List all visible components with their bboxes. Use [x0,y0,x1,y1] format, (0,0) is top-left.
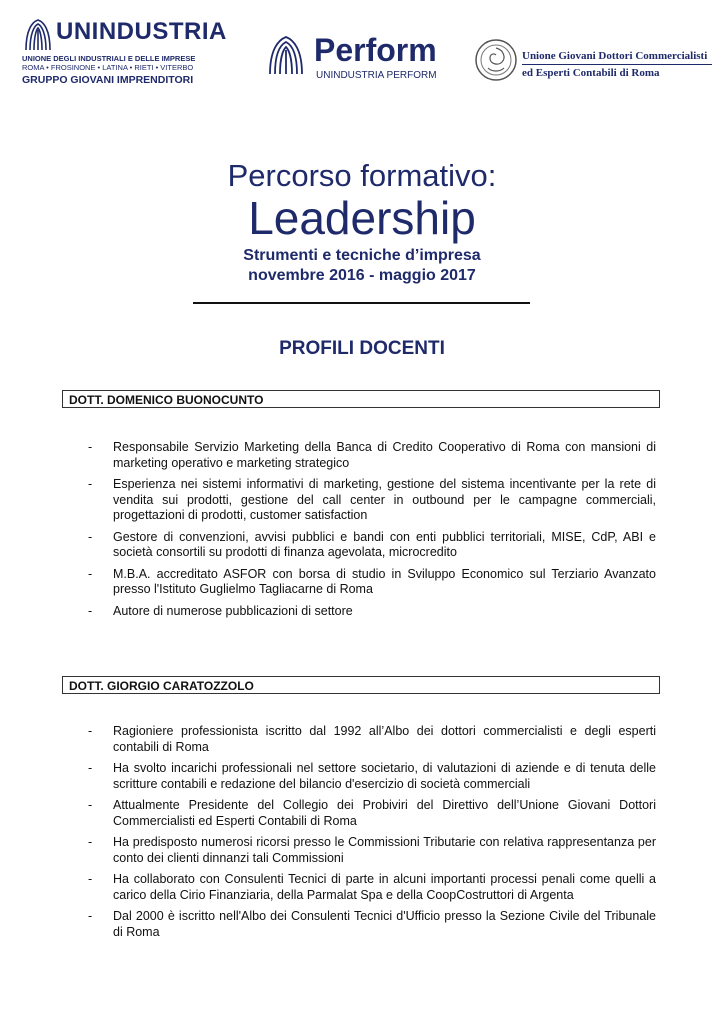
list-item [88,440,656,471]
bullet-dash: - [88,440,93,454]
list-item [88,724,656,755]
list-item-text: Ha predisposto numerosi ricorsi presso le Commissioni Tributarie con relativa rappresentanza per conto dei clienti dinnanzi tali Commissioni [113,835,656,865]
docente-name-box-1: DOTT. DOMENICO BUONOCUNTO [62,390,660,408]
bullet-dash: - [88,477,93,491]
bullet-dash: - [88,872,93,886]
list-item-text: Gestore di convenzioni, avvisi pubblici e bandi con enti pubblici territoriali, MISE, CdP, ABI e società consortili su prodotti di finanza agevolata, microcredito [113,529,656,559]
list-item [88,761,656,792]
ugdc-logo [474,38,714,88]
perform-name: Perform [314,32,437,68]
list-item [88,798,656,829]
list-item [88,909,656,940]
course-title-line1: Percorso formativo: [227,158,497,193]
list-item-text: Ragioniere professionista iscritto dal 1992 all’Albo dei dottori commercialisti e degli esperti contabili di Roma [113,724,656,754]
unindustria-name: UNINDUSTRIA [56,18,227,45]
bullet-dash: - [88,909,93,923]
list-item-text: Attualmente Presidente del Collegio dei Probiviri del Direttivo dell’Unione Giovani Dottori Commercialisti ed Esperti Contabili di Roma [113,798,656,828]
header [0,0,724,100]
list-item [88,567,656,598]
unindustria-logo [22,16,227,88]
docente-name-box-2: DOTT. GIORGIO CARATOZZOLO [62,676,660,694]
bullet-dash: - [88,798,93,812]
course-title-block [0,158,724,286]
list-item-text: M.B.A. accreditato ASFOR con borsa di studio in Sviluppo Economico sul Terziario Avanzato presso l'Istituto Guglielmo Tagliacarne di Roma [113,566,656,596]
docente-1-profile-list [88,440,656,625]
list-item-text: Ha collaborato con Consulenti Tecnici di parte in alcuni importanti processi penali come quelli a carico della Cirio Finanziaria, della Parmalat Spa e della CoopCostruttori di Argenta [113,872,656,902]
list-item [88,530,656,561]
unindustria-line1: UNIONE DEGLI INDUSTRIALI E DELLE IMPRESE [22,54,196,63]
ugdc-line1: Unione Giovani Dottori Commercialisti [522,50,708,62]
unindustria-emblem-icon [22,16,54,54]
perform-emblem-icon [266,32,306,78]
docente-2-profile-list [88,724,656,946]
title-divider [193,302,530,304]
list-item-text: Esperienza nei sistemi informativi di marketing, gestione del sistema incentivante per la rete di vendita sui prodotti, gestione del call center in outbound per le campagne commerciali, progettazioni di prodotti, customer satisfaction [113,477,656,522]
bullet-dash: - [88,603,93,618]
list-item [88,477,656,524]
list-item-text: Ha svolto incarichi professionali nel settore societario, di valutazioni di aziende e di tenuta delle scritture contabili e redazione del bilancio d'esercizio di società commerciali [113,761,656,791]
bullet-dash: - [88,835,93,849]
unindustria-line3: GRUPPO GIOVANI IMPRENDITORI [22,74,194,86]
bullet-dash: - [88,529,93,544]
list-item-text: Dal 2000 è iscritto nell'Albo dei Consulenti Tecnici d'Ufficio presso la Sezione Civile del Tribunale di Roma [113,909,656,939]
course-subtitle: Strumenti e tecniche d’impresa [243,247,481,264]
bullet-dash: - [88,566,93,581]
perform-logo [266,32,456,88]
list-item-text: Autore di numerose pubblicazioni di settore [113,603,353,618]
ugdc-divider [522,64,712,65]
bullet-dash: - [88,761,93,775]
perform-sub: UNINDUSTRIA PERFORM [316,70,437,81]
list-item [88,835,656,866]
list-item [88,604,656,620]
bullet-dash: - [88,724,93,738]
list-item [88,872,656,903]
course-title-main: Leadership [248,192,476,244]
unindustria-line2: ROMA • FROSINONE • LATINA • RIETI • VITERBO [22,63,194,72]
course-dates: novembre 2016 - maggio 2017 [248,267,476,284]
section-title: PROFILI DOCENTI [279,338,445,359]
ugdc-seal-icon [474,38,518,82]
ugdc-line2: ed Esperti Contabili di Roma [522,67,660,79]
list-item-text: Responsabile Servizio Marketing della Banca di Credito Cooperativo di Roma con mansioni di marketing operativo e marketing strategico [113,440,656,470]
